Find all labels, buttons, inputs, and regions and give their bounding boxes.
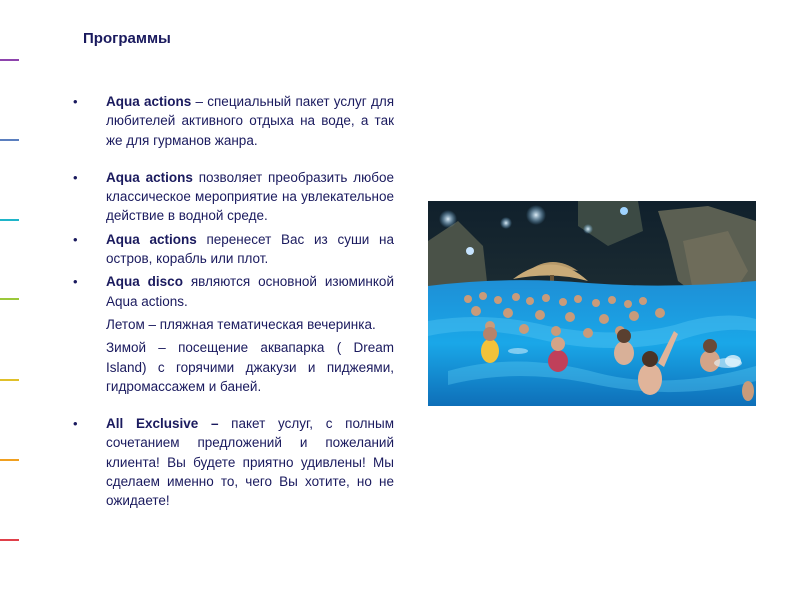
accent-mark-yellow — [0, 379, 19, 381]
accent-mark-red — [0, 539, 19, 541]
aqua-party-photo — [428, 201, 756, 406]
item-keyword: Aqua actions — [106, 231, 197, 247]
pool-party-illustration — [428, 201, 756, 406]
slide-title: Программы — [83, 30, 171, 47]
item-text: перенесет Вас из суши на остров, корабль или плот. — [106, 231, 395, 267]
item-text: позволяет преобразить любое классическое мероприятие на увлекательное действие в водной среде. — [106, 169, 395, 224]
accent-mark-green — [0, 298, 19, 300]
accent-mark-purple — [0, 59, 19, 61]
list-subitem-summer — [64, 315, 394, 334]
list-item-aqua-actions-transform — [64, 168, 394, 226]
list-item-aqua-actions-intro — [64, 92, 394, 150]
accent-mark-blue — [0, 139, 19, 141]
accent-mark-orange — [0, 459, 19, 461]
item-text: пакет услуг, с полным сочетанием предложений и пожеланий клиента! Вы будете приятно удивлены! Мы сделаем именно то, чего Вы хотите, но не ожидаете! — [106, 416, 394, 509]
item-text: Зимой – посещение аквапарка ( Dream Island) с горячими джакузи и пиджеями, гидромассажем и баней. — [106, 340, 394, 394]
item-text: – специальный пакет услуг для любителей активного отдыха на воде, а так же для гурманов жанра. — [106, 94, 395, 148]
list-item-aqua-actions-island — [64, 230, 394, 269]
item-text: являются основной изюминкой Aqua actions. — [106, 274, 394, 309]
item-keyword: All Exclusive – — [106, 416, 219, 432]
list-item-all-exclusive — [64, 414, 394, 510]
item-keyword: Aqua actions — [106, 94, 192, 109]
program-list — [64, 92, 394, 511]
list-item-aqua-disco — [64, 272, 394, 311]
accent-mark-cyan — [0, 219, 19, 221]
item-text: Летом – пляжная тематическая вечеринка. — [106, 316, 376, 332]
item-keyword: Aqua actions — [106, 169, 193, 185]
item-keyword: Aqua disco — [106, 274, 183, 290]
list-subitem-winter — [64, 338, 394, 396]
left-accent-marks — [0, 0, 22, 600]
